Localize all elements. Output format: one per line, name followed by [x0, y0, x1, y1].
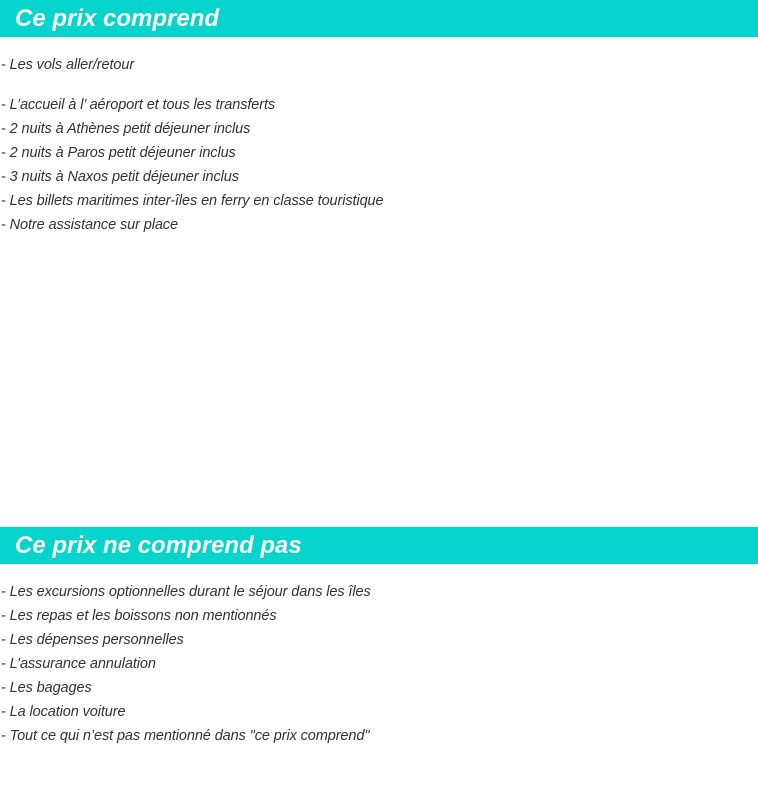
included-list	[0, 37, 758, 237]
list-item: - L’accueil à l’ aéroport et tous les transferts	[1, 97, 276, 113]
list-item: - Les repas et les boissons non mentionnés	[1, 608, 277, 624]
list-item: - Les dépenses personnelles	[1, 632, 184, 648]
list-item: - Les billets maritimes inter-îles en ferry en classe touristique	[1, 193, 384, 209]
list-item: - Les vols aller/retour	[1, 57, 135, 73]
list-item: - Les bagages	[1, 680, 92, 696]
list-item: - Tout ce qui n’est pas mentionné dans "ce prix comprend"	[1, 728, 370, 744]
list-item: - La location voiture	[1, 704, 126, 720]
included-header: Ce prix comprend	[0, 0, 758, 37]
list-item: - L’assurance annulation	[1, 656, 156, 672]
excluded-list	[0, 564, 758, 748]
list-item: - Les excursions optionnelles durant le séjour dans les îles	[1, 584, 371, 600]
excluded-header: Ce prix ne comprend pas	[0, 527, 758, 564]
list-item: - Notre assistance sur place	[1, 217, 178, 233]
list-item: - 3 nuits à Naxos petit déjeuner inclus	[1, 169, 239, 185]
included-section	[0, 0, 758, 237]
excluded-section	[0, 527, 758, 748]
list-item: - 2 nuits à Athènes petit déjeuner inclus	[1, 121, 251, 137]
list-item: - 2 nuits à Paros petit déjeuner inclus	[1, 145, 236, 161]
